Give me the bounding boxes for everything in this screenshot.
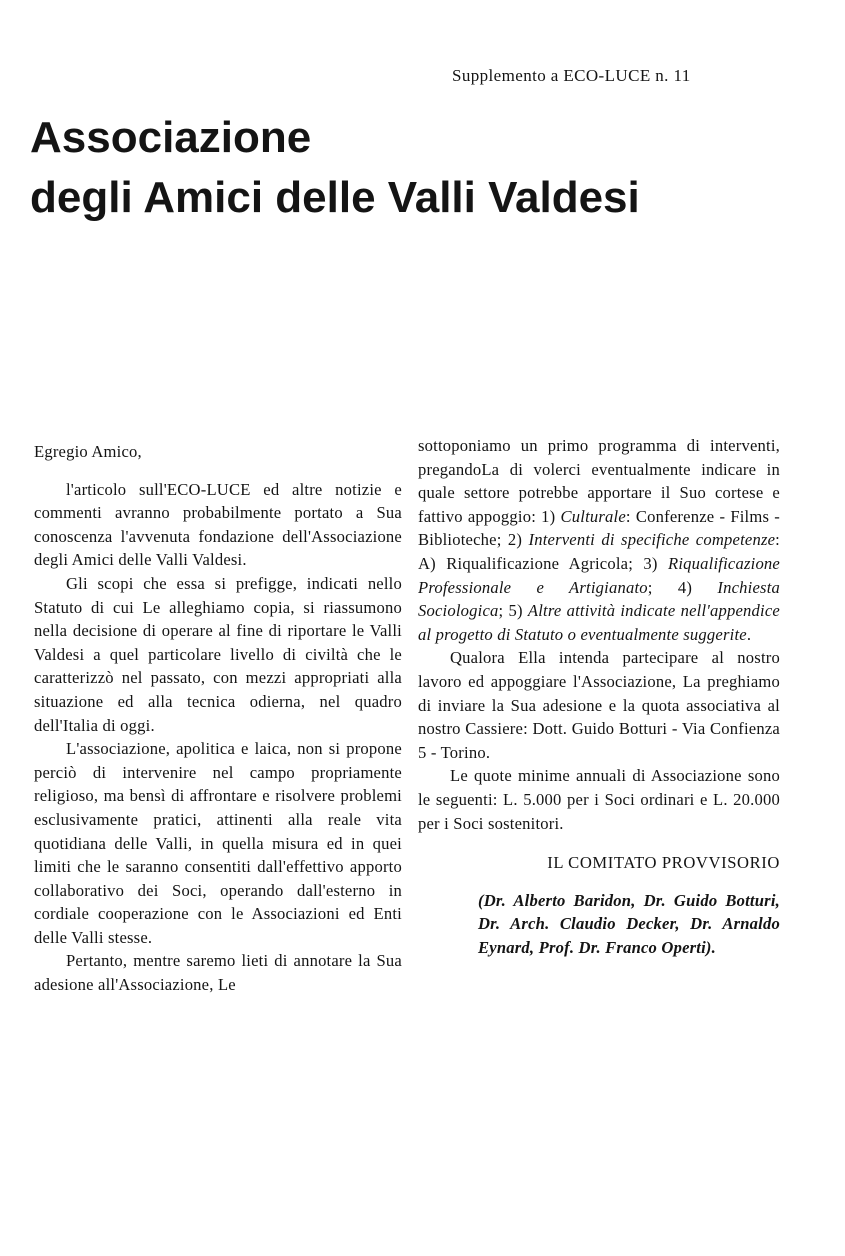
supplement-header: Supplemento a ECO-LUCE n. 11: [452, 66, 691, 85]
programme-item-cultural: Culturale: [560, 506, 626, 526]
left-column: [34, 440, 402, 1220]
programme-item-other: Altre attività indicate nell'appendice al progetto di Statuto o eventualmente suggerite: [418, 601, 780, 644]
paragraph-therefore: Pertanto, mentre saremo lieti di annotare la Sua adesione all'Associazione, Le: [34, 951, 402, 995]
programme-text-4: ; 4): [647, 577, 718, 597]
page-title: [30, 108, 640, 228]
paragraph-programme: [418, 434, 780, 646]
title-line-2: degli Amici delle Valli Valdesi: [30, 173, 640, 222]
paragraph-membership: Qualora Ella intenda partecipare al nostro lavoro ed appoggiare l'Associazione, La preghiamo di inviare la Sua adesione e la quota associativa al nostro Cassiere: Dott. Guido Botturi - Via Confienza 5 - Torino.: [418, 648, 780, 762]
programme-text-3: : A) Riqualificazione Agricola; 3): [418, 530, 780, 573]
committee-members: (Dr. Alberto Baridon, Dr. Guido Botturi, Dr. Arch. Claudio Decker, Dr. Arnaldo Eynard, Prof. Dr. Franco Operti).: [478, 890, 780, 957]
paragraph-fees: Le quote minime annuali di Associazione sono le seguenti: L. 5.000 per i Soci ordinari e L. 20.000 per i Soci sostenitori.: [418, 766, 780, 833]
paragraph-goals: Gli scopi che essa si prefigge, indicati nello Statuto di cui Le alleghiamo copia, si riassumono nella decisione di operare al fine di riportare le Valli Valdesi a quel particolare livello di civiltà che le caratterizzò nel passato, con mezzi appropriati alla situazione ed alla tecnica odierna, nel quadro dell'Italia di oggi.: [34, 573, 402, 735]
paragraph-intro: l'articolo sull'ECO-LUCE ed altre notizie e commenti avranno probabilmente portato a Sua conoscenza l'avvenuta fondazione dell'Associazione degli Amici delle Valli Valdesi.: [34, 479, 402, 570]
programme-text-1: sottoponiamo un primo programma di interventi, pregandoLa di volerci eventualmente indicare in quale settore potrebbe apportare il Suo cortese e fattivo appoggio: 1): [418, 436, 780, 526]
programme-text-2: : Conferenze - Films - Biblioteche; 2): [418, 506, 780, 550]
programme-text-5: ; 5): [498, 601, 528, 621]
programme-text-6: .: [746, 624, 752, 644]
programme-item-competences: Interventi di specifiche competenze: [528, 530, 776, 550]
paragraph-nature: L'associazione, apolitica e laica, non si propone perciò di intervenire nel campo propriamente religioso, ma bensì di affrontare e risolvere problemi esclusivamente pratici, attinenti alla reale vita quotidiana delle Valli, in quella misura ed in quei limiti che le saranno consentiti dall'effettivo apporto collaborativo dei Soci, operando dall'esterno in cordiale cooperazione con le Associazioni ed Enti delle Valli stesse.: [34, 739, 402, 947]
right-column: [418, 434, 780, 1214]
title-line-1: Associazione: [30, 113, 312, 162]
programme-item-sociological: Inchiesta Sociologica: [418, 577, 780, 621]
greeting: Egregio Amico,: [34, 442, 142, 461]
committee-signature: IL COMITATO PROVVISORIO: [547, 853, 780, 873]
programme-item-professional: Riqualificazione Professionale e Artigianato: [418, 553, 780, 597]
